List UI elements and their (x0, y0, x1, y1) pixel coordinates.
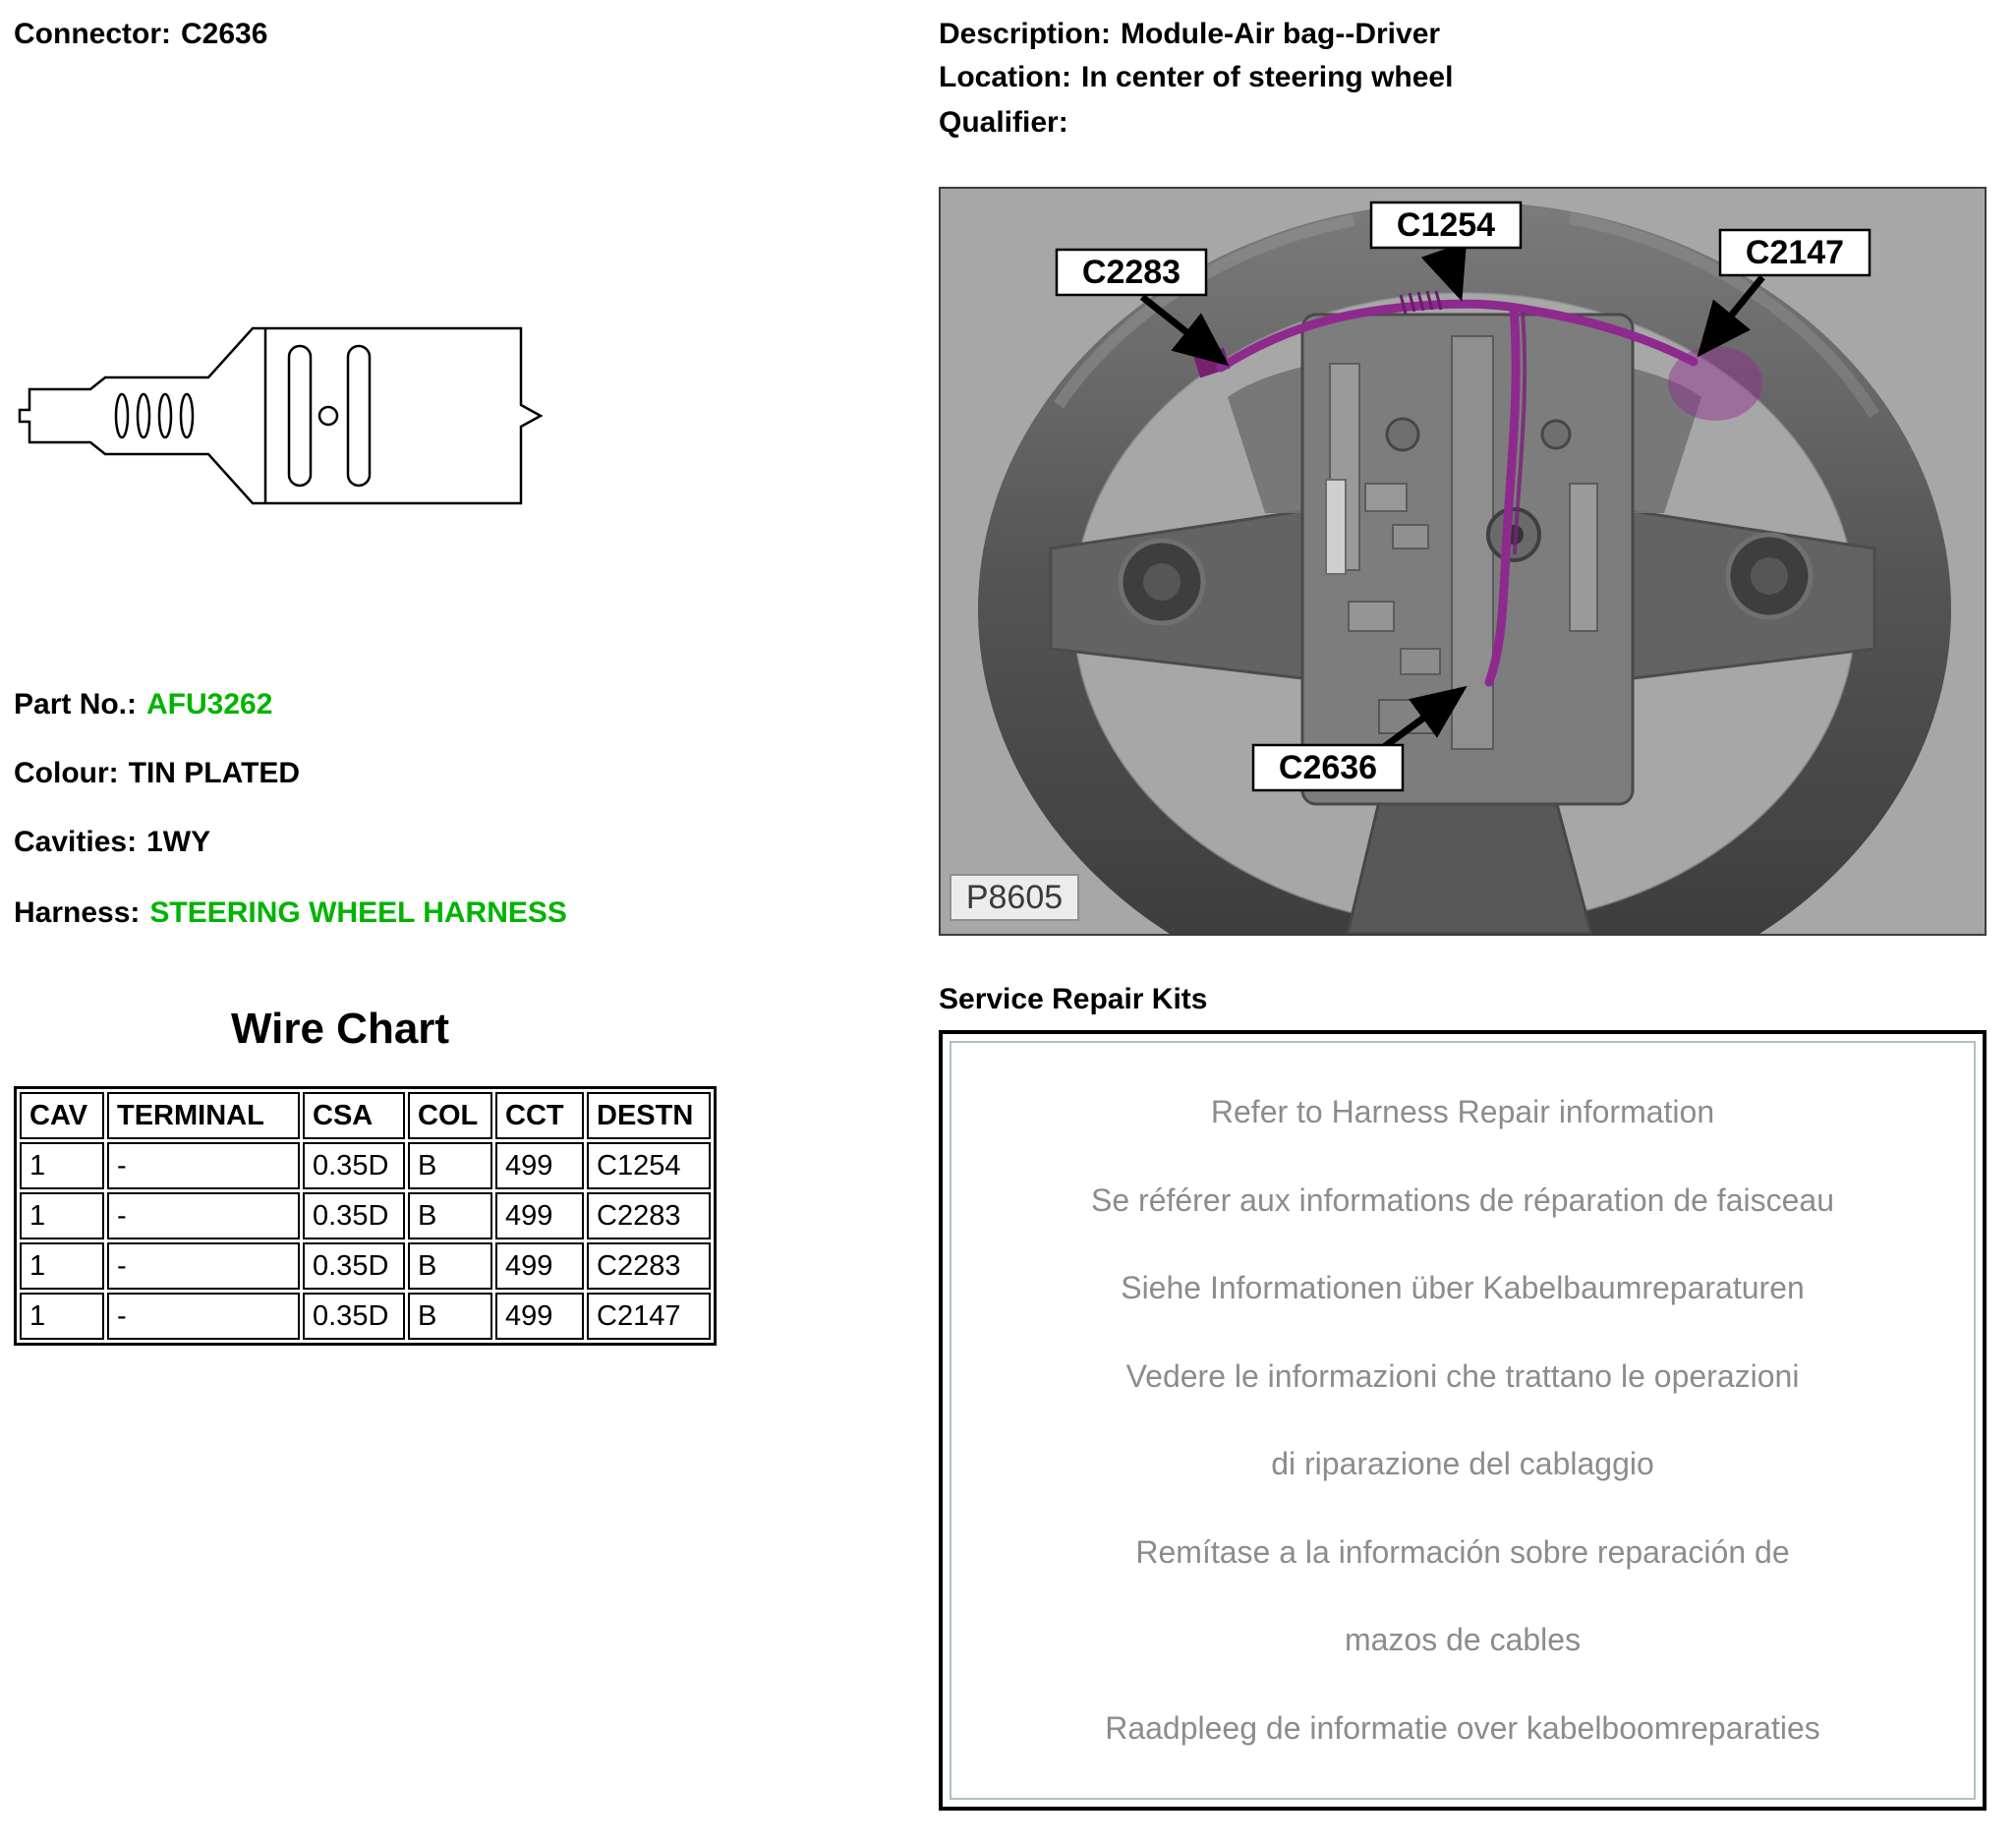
callout-c2147 (1720, 230, 1870, 275)
table-row (20, 1242, 711, 1290)
header-cell-terminal: TERMINAL (107, 1092, 300, 1139)
table-row (20, 1142, 711, 1189)
callout-c1254 (1371, 202, 1521, 248)
service-line-en: Refer to Harness Repair information (1210, 1094, 1715, 1130)
service-line-fr: Se référer aux informations de réparation de faisceau (1091, 1181, 1834, 1218)
service-line-es2: mazos de cables (1344, 1622, 1582, 1658)
cell-cav: 1 (20, 1242, 104, 1290)
colour-label: Colour: (14, 757, 119, 789)
cell-cav: 1 (20, 1293, 104, 1340)
description-label: Description: (939, 18, 1112, 50)
colour-line (14, 757, 300, 790)
cell-col: B (408, 1293, 492, 1340)
service-line-es1: Remítase a la información sobre reparación de (1135, 1533, 1790, 1570)
cell-csa: 0.35D (303, 1142, 405, 1189)
svg-text:C1254: C1254 (1396, 206, 1496, 244)
cavities-line (14, 826, 210, 859)
cell-destn: C2147 (587, 1293, 711, 1340)
service-line-it2: di riparazione del cablaggio (1271, 1446, 1654, 1482)
header-cell-destn: DESTN (587, 1092, 711, 1139)
wire-chart-header-row (20, 1092, 711, 1139)
description-line (939, 18, 1440, 51)
callout-c2283 (1057, 250, 1206, 295)
cell-terminal: - (107, 1142, 300, 1189)
harness-line (14, 896, 567, 930)
location-value: In center of steering wheel (1081, 61, 1454, 93)
description-value: Module-Air bag--Driver (1121, 18, 1441, 50)
location-label: Location: (939, 61, 1071, 93)
connector-label: Connector: (14, 18, 171, 50)
photo-id-badge (950, 875, 1078, 920)
svg-text:P8605: P8605 (965, 879, 1064, 916)
wire-chart-table (14, 1086, 717, 1346)
cell-csa: 0.35D (303, 1192, 405, 1239)
cell-cct: 499 (495, 1142, 584, 1189)
svg-text:C2283: C2283 (1081, 254, 1181, 291)
header-cell-col: COL (408, 1092, 492, 1139)
cell-cav: 1 (20, 1192, 104, 1239)
connector-value: C2636 (181, 18, 268, 50)
service-line-it1: Vedere le informazioni che trattano le operazioni (1125, 1357, 1800, 1394)
cell-cct: 499 (495, 1192, 584, 1239)
cell-col: B (408, 1142, 492, 1189)
part-no-value: AFU3262 (146, 688, 273, 720)
table-row (20, 1192, 711, 1239)
cell-terminal: - (107, 1192, 300, 1239)
cell-csa: 0.35D (303, 1293, 405, 1340)
connector-drawing-svg (12, 317, 547, 528)
harness-label: Harness: (14, 896, 141, 929)
bottom-spoke (1348, 793, 1591, 934)
callout-c2636 (1253, 745, 1403, 790)
header-cell-cct: CCT (495, 1092, 584, 1139)
cell-csa: 0.35D (303, 1242, 405, 1290)
connector-drawing (12, 317, 547, 528)
cell-col: B (408, 1242, 492, 1290)
cell-cct: 499 (495, 1293, 584, 1340)
svg-text:C2147: C2147 (1745, 234, 1845, 271)
qualifier-line (939, 106, 1078, 140)
service-repair-kits-box (939, 1030, 1987, 1811)
cell-destn: C2283 (587, 1192, 711, 1239)
service-line-nl: Raadpleeg de informatie over kabelboomreparaties (1105, 1709, 1820, 1746)
table-row (20, 1293, 711, 1340)
svg-text:C2636: C2636 (1278, 749, 1378, 786)
colour-value: TIN PLATED (128, 757, 301, 789)
cavities-label: Cavities: (14, 826, 138, 858)
steering-wheel-svg (941, 189, 1985, 934)
wire-chart-title: Wire Chart (231, 1005, 450, 1053)
cell-cav: 1 (20, 1142, 104, 1189)
service-repair-kits-inner (950, 1041, 1976, 1800)
service-line-de: Siehe Informationen über Kabelbaumreparaturen (1121, 1270, 1805, 1306)
cell-cct: 499 (495, 1242, 584, 1290)
header-cell-csa: CSA (303, 1092, 405, 1139)
cell-col: B (408, 1192, 492, 1239)
cell-destn: C1254 (587, 1142, 711, 1189)
connector-title (14, 18, 267, 51)
part-no-line (14, 688, 272, 721)
steering-wheel-photo (939, 187, 1987, 936)
cell-terminal: - (107, 1293, 300, 1340)
location-line (939, 61, 1453, 94)
cavities-value: 1WY (146, 826, 211, 858)
service-repair-kits-heading: Service Repair Kits (939, 983, 1208, 1015)
harness-value: STEERING WHEEL HARNESS (149, 896, 567, 929)
cell-destn: C2283 (587, 1242, 711, 1290)
part-no-label: Part No.: (14, 688, 138, 720)
qualifier-label: Qualifier: (939, 106, 1068, 139)
cell-terminal: - (107, 1242, 300, 1290)
header-cell-cav: CAV (20, 1092, 104, 1139)
